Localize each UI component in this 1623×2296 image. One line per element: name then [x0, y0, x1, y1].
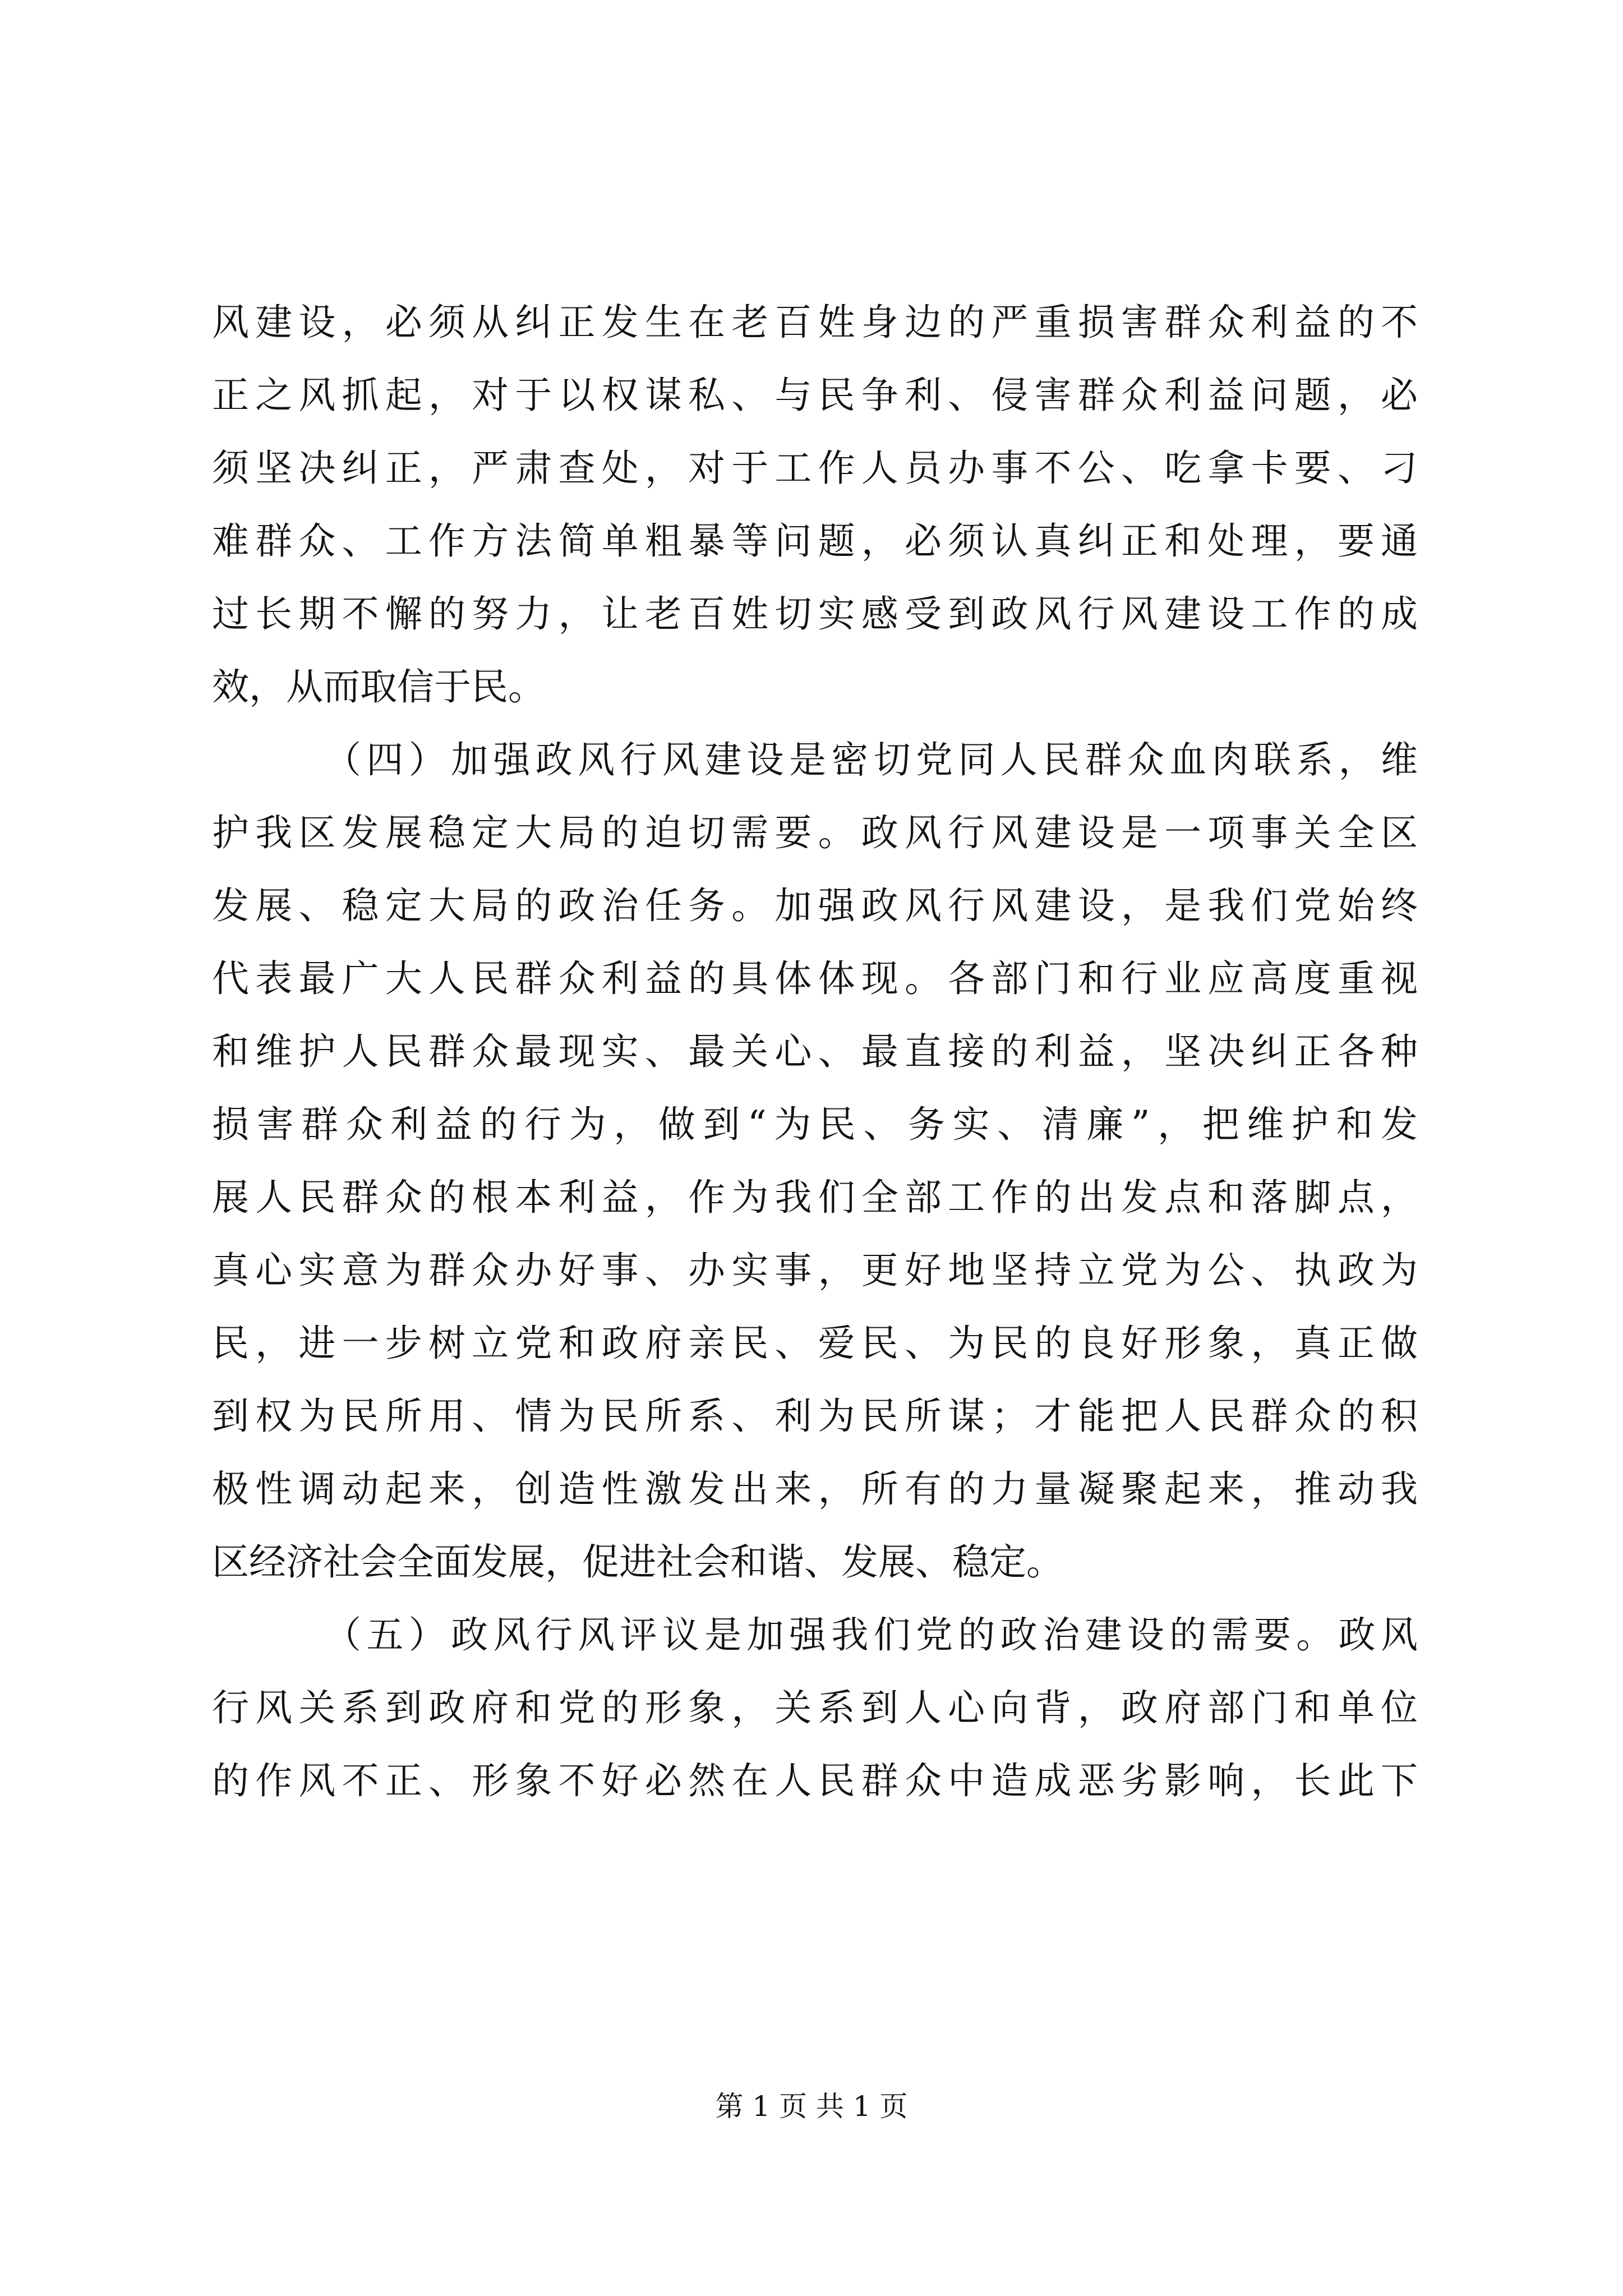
text-line: 过长期不懈的努力，让老百姓切实感受到政风行风建设工作的成: [212, 592, 1418, 636]
text-line: 难群众、工作方法简单粗暴等问题，必须认真纠正和处理，要通: [212, 519, 1418, 563]
text-line: （四）加强政风行风建设是密切党同人民群众血肉联系，维: [324, 738, 1418, 781]
text-line: 和维护人民群众最现实、最关心、最直接的利益，坚决纠正各种: [212, 1030, 1418, 1073]
text-line: 损害群众利益的行为，做到“为民、务实、清廉”，把维护和发: [212, 1103, 1418, 1146]
text-line: 真心实意为群众办好事、办实事，更好地坚持立党为公、执政为: [212, 1249, 1418, 1292]
text-line: 护我区发展稳定大局的迫切需要。政风行风建设是一项事关全区: [212, 811, 1418, 854]
text-line: 极性调动起来，创造性激发出来，所有的力量凝聚起来，推动我: [212, 1467, 1418, 1511]
text-line: 的作风不正、形象不好必然在人民群众中造成恶劣影响，长此下: [212, 1759, 1418, 1802]
text-line: （五）政风行风评议是加强我们党的政治建设的需要。政风: [324, 1613, 1418, 1657]
text-line: 民，进一步树立党和政府亲民、爱民、为民的良好形象，真正做: [212, 1322, 1418, 1365]
text-line: 代表最广大人民群众利益的具体体现。各部门和行业应高度重视: [212, 957, 1418, 1000]
text-line: 行风关系到政府和党的形象，关系到人心向背，政府部门和单位: [212, 1686, 1418, 1729]
text-line: 风建设，必须从纠正发生在老百姓身边的严重损害群众利益的不: [212, 301, 1418, 344]
page-footer: 第 1 页 共 1 页: [715, 2090, 908, 2123]
text-line: 区经济社会全面发展，促进社会和谐、发展、稳定。: [212, 1540, 1063, 1584]
text-line: 到权为民所用、情为民所系、利为民所谋；才能把人民群众的积: [212, 1395, 1418, 1438]
document-body: [212, 286, 1418, 1818]
text-line: 展人民群众的根本利益，作为我们全部工作的出发点和落脚点，: [212, 1176, 1418, 1219]
text-line: 正之风抓起，对于以权谋私、与民争利、侵害群众利益问题，必: [212, 374, 1418, 417]
text-line: 发展、稳定大局的政治任务。加强政风行风建设，是我们党始终: [212, 884, 1418, 927]
text-line: 须坚决纠正，严肃查处，对于工作人员办事不公、吃拿卡要、刁: [212, 447, 1418, 490]
text-line: 效，从而取信于民。: [212, 665, 545, 708]
